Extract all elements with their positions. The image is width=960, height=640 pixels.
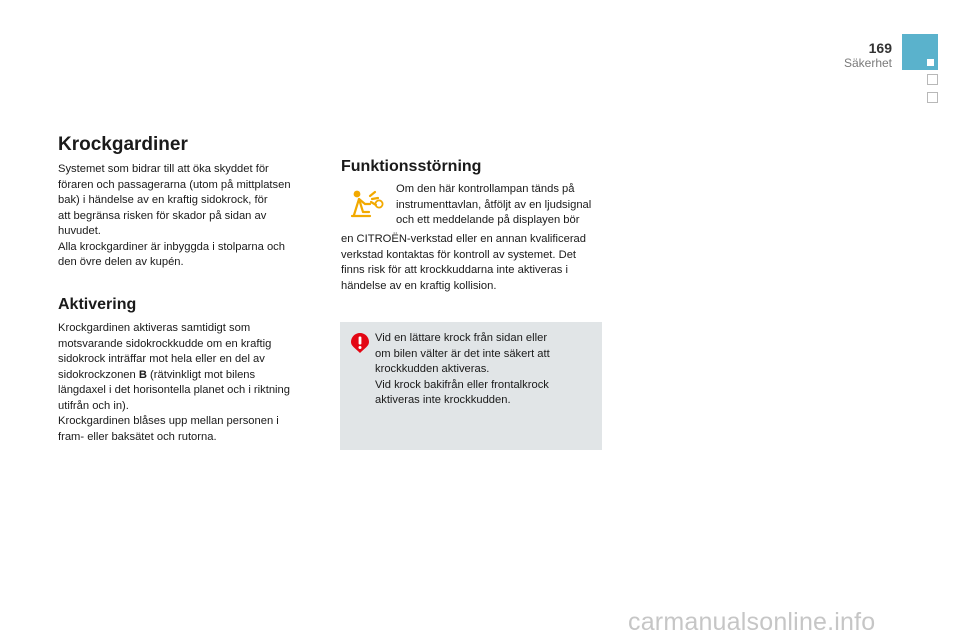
text-line bbox=[58, 368, 290, 384]
section-tab-active[interactable] bbox=[902, 34, 938, 70]
text-line: händelse av en kraftig kollision. bbox=[341, 279, 497, 292]
text-fragment: sidokrockzonen bbox=[58, 368, 139, 381]
text-fragment: (rätvinkligt mot bilens bbox=[146, 368, 256, 381]
text-line: och ett meddelande på displayen bör bbox=[396, 214, 580, 226]
tab-marker-icon bbox=[927, 59, 934, 66]
page-title: Krockgardiner bbox=[58, 134, 188, 155]
text-line: att begränsa risken för skador på sidan av bbox=[58, 209, 267, 222]
watermark: carmanualsonline.info bbox=[628, 608, 876, 636]
text-line: en CITROËN-verkstad eller en annan kvalificerad bbox=[341, 233, 586, 245]
text-line: bak) i händelse av en kraftig sidokrock, för bbox=[58, 194, 268, 206]
text-line: om bilen välter är det inte säkert att bbox=[375, 347, 550, 360]
text-line: verkstad kontaktas för kontroll av systemet. Det bbox=[341, 248, 577, 261]
text-line: instrumenttavlan, åtföljt av en ljudsignal bbox=[396, 198, 592, 211]
section-heading-aktivering: Aktivering bbox=[58, 296, 137, 313]
text-line: den övre delen av kupén. bbox=[58, 256, 184, 268]
section-tab[interactable] bbox=[927, 92, 938, 103]
warning-note-box bbox=[340, 322, 602, 450]
zone-letter: B bbox=[138, 368, 147, 381]
note-text bbox=[375, 331, 550, 409]
section-name: Säkerhet bbox=[843, 56, 892, 70]
warning-exclamation-icon bbox=[350, 332, 370, 354]
text-line: Vid krock bakifrån eller frontalkrock bbox=[375, 378, 549, 391]
text-line: fram- eller baksätet och rutorna. bbox=[58, 430, 217, 443]
text-line: föraren och passagerarna (utom på mittplatsen bbox=[58, 178, 291, 191]
text-line: utifrån och in). bbox=[58, 399, 129, 412]
text-line: aktiveras inte krockkudden. bbox=[375, 394, 511, 406]
intro-paragraph bbox=[58, 162, 291, 271]
text-line: Om den här kontrollampan tänds på bbox=[396, 183, 575, 195]
text-line: Vid en lättare krock från sidan eller bbox=[375, 332, 548, 344]
section-tab[interactable] bbox=[927, 74, 938, 85]
text-line: Krockgardinen blåses upp mellan personen i bbox=[58, 415, 279, 427]
text-line: längdaxel i det horisontella planet och i riktning bbox=[58, 384, 290, 396]
text-line: finns risk för att krockkuddarna inte aktiveras i bbox=[341, 264, 568, 276]
text-line: Alla krockgardiner är inbyggda i stolparna och bbox=[58, 240, 285, 253]
aktivering-paragraph bbox=[58, 321, 290, 445]
text-line: Systemet som bidrar till att öka skyddet för bbox=[58, 163, 269, 175]
text-line: motsvarande sidokrockkudde om en kraftig bbox=[58, 337, 272, 350]
section-heading-funktionsstorning: Funktionsstörning bbox=[341, 158, 482, 175]
funktionsstorning-paragraph bbox=[341, 232, 586, 294]
airbag-warning-lamp-icon bbox=[348, 186, 384, 220]
text-line: sidokrock inträffar mot hela eller en del av bbox=[58, 353, 265, 365]
text-line: Krockgardinen aktiveras samtidigt som bbox=[58, 322, 251, 334]
text-line: krockkudden aktiveras. bbox=[375, 363, 490, 375]
text-line: huvudet. bbox=[58, 225, 101, 237]
funktionsstorning-paragraph-top bbox=[396, 182, 591, 229]
page-number: 169 bbox=[868, 40, 892, 56]
